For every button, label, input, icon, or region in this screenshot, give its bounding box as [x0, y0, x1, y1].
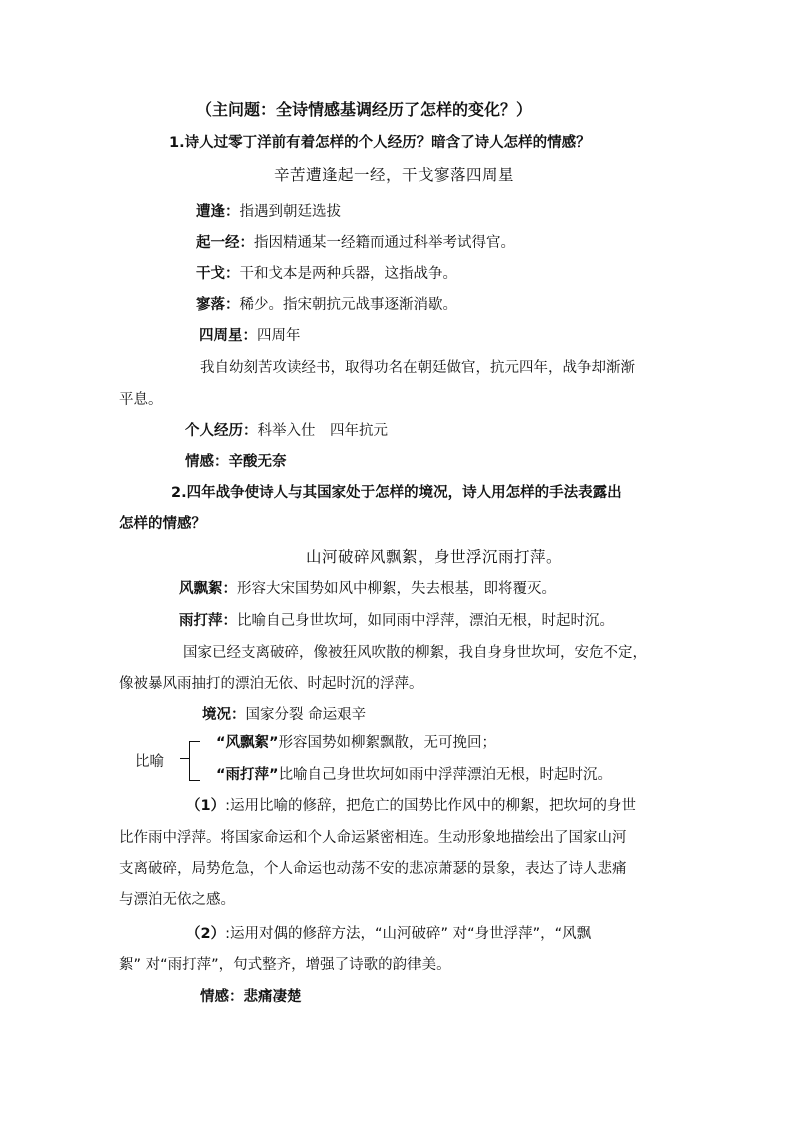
- gloss-definition: 稀少。指宋朝抗元战事逐渐消歇。: [239, 297, 457, 313]
- situation-value: 国家分裂 命运艰辛: [245, 707, 367, 723]
- analysis-2-line-1: [186, 924, 591, 944]
- analysis-text: :运用比喻的修辞，把危亡的国势比作风中的柳絮，把坎坷的身世: [225, 798, 636, 814]
- situation-summary: [202, 705, 366, 725]
- analysis-text: :运用对偶的修辞方法，“山河破碎” 对“身世浮萍”，“风飘: [225, 926, 592, 942]
- emotion-value: 悲痛凄楚: [243, 989, 302, 1005]
- emotion-1: [185, 452, 287, 472]
- verse-1: 辛苦遭逢起一经，干戈寥落四周星: [274, 166, 515, 184]
- metaphor-item: [216, 765, 612, 785]
- experience-value: 科举入仕 四年抗元: [257, 423, 388, 439]
- translation-2-line-2: 像被暴风雨抽打的漂泊无依、时起时沉的浮萍。: [119, 676, 424, 692]
- translation-2-line-1: 国家已经支离破碎，像被狂风吹散的柳絮，我自身身世坎坷，安危不定，: [183, 645, 647, 661]
- question-2-line-1: 2.四年战争使诗人与其国家处于怎样的境况，诗人用怎样的手法表露出: [171, 485, 622, 501]
- question-2-line-2: 怎样的情感？: [119, 516, 206, 532]
- gloss-term: 风飘絮：: [179, 581, 237, 597]
- gloss-item: [179, 579, 556, 599]
- metaphor-text: 比喻自己身世坎坷如雨中浮萍漂泊无根，时起时沉。: [278, 767, 613, 783]
- metaphor-term: “雨打萍”: [216, 767, 279, 783]
- gloss-term: 寥落：: [196, 297, 240, 313]
- analysis-1-line-3: 支离破碎，局势危急，个人命运也动荡不安的悲凉萧瑟的景象，表达了诗人悲痛: [119, 861, 627, 877]
- gloss-item: [196, 202, 341, 222]
- gloss-term: 四周星：: [199, 328, 257, 344]
- metaphor-bracket: [189, 741, 200, 781]
- gloss-definition: 干和戈本是两种兵器，这指战争。: [239, 266, 457, 282]
- translation-1-line-2: 平息。: [119, 392, 163, 408]
- emotion-label: 情感：: [185, 454, 229, 470]
- emotion-2: [200, 987, 302, 1007]
- gloss-term: 干戈：: [196, 266, 240, 282]
- gloss-definition: 指遇到朝廷选拔: [239, 204, 341, 220]
- metaphor-item: [216, 733, 496, 753]
- gloss-item: [199, 326, 301, 346]
- experience-summary: [185, 421, 388, 441]
- gloss-item: [196, 295, 457, 315]
- gloss-item: [196, 264, 457, 284]
- analysis-1-line-1: [186, 796, 636, 816]
- emotion-label: 情感：: [200, 989, 244, 1005]
- gloss-item: [179, 611, 614, 631]
- gloss-term: 起一经：: [196, 235, 254, 251]
- analysis-number: （1）: [186, 798, 226, 814]
- analysis-1-line-2: 比作雨中浮萍。将国家命运和个人命运紧密相连。生动形象地描绘出了国家山河: [119, 830, 627, 846]
- gloss-definition: 指因精通某一经籍而通过科举考试得官。: [254, 235, 515, 251]
- experience-label: 个人经历：: [185, 423, 258, 439]
- gloss-definition: 比喻自己身世坎坷，如同雨中浮萍，漂泊无根，时起时沉。: [237, 613, 614, 629]
- gloss-term: 遭逢：: [196, 204, 240, 220]
- metaphor-label: 比喻: [135, 754, 164, 770]
- metaphor-term: “风飘絮”: [216, 735, 279, 751]
- verse-2: 山河破碎风飘絮，身世浮沉雨打萍。: [306, 548, 563, 566]
- analysis-1-line-4: 与漂泊无依之感。: [119, 892, 235, 908]
- gloss-item: [196, 233, 515, 253]
- gloss-definition: 形容大宋国势如风中柳絮，失去根基，即将覆灭。: [237, 581, 556, 597]
- metaphor-text: 形容国势如柳絮飘散，无可挽回；: [278, 735, 497, 751]
- gloss-term: 雨打萍：: [179, 613, 237, 629]
- situation-label: 境况：: [202, 707, 246, 723]
- translation-1-line-1: 我自幼刻苦攻读经书，取得功名在朝廷做官，抗元四年，战争却渐渐: [200, 360, 635, 376]
- emotion-value: 辛酸无奈: [228, 454, 287, 470]
- analysis-number: （2）: [186, 926, 226, 942]
- gloss-definition: 四周年: [257, 328, 301, 344]
- page-title: （主问题：全诗情感基调经历了怎样的变化？）: [196, 100, 533, 119]
- analysis-2-line-2: 絮” 对“雨打萍”，句式整齐，增强了诗歌的韵律美。: [119, 957, 451, 973]
- question-1: 1.诗人过零丁洋前有着怎样的个人经历？暗含了诗人怎样的情感？: [169, 135, 591, 151]
- metaphor-bracket-tip: [180, 758, 189, 759]
